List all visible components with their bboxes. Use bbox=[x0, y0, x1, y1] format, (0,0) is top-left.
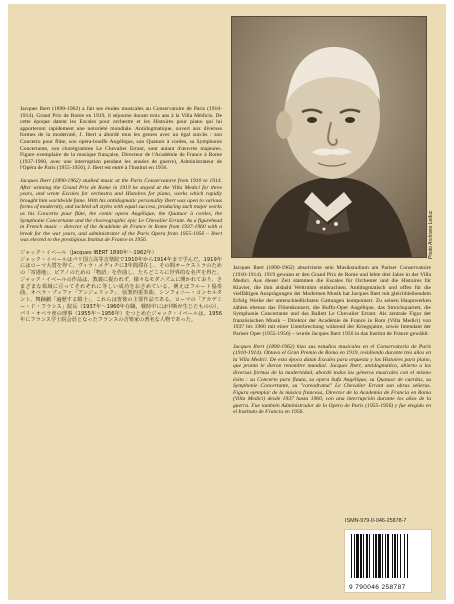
barcode-bars bbox=[349, 534, 427, 578]
back-cover bbox=[8, 4, 446, 600]
isbn-label: ISMN-979-0-046-25878-7 bbox=[345, 518, 407, 524]
french-bio: Jacques Ibert (1890-1962) a fait ses études musicales au Conservatoire de Paris (1910-1914). Grand Prix de Rome en 1919, il séjourne durant trois ans à la Villa Médicis. De cette époque datent les Escales pour orchestre et les Histoires pour piano qui lui apporteront rapidement une notoriété mondiale. Antidogmatique, ouvert aux diverses formes de la modernité, J. Ibert a abordé tous les genres avec un égal succès : son Concerto pour flûte, son opéra-bouffe Angélique, son Quatuor à cordes, sa Symphonie Concertante, son chorégramme Le Chevalier Errant, sont autant d'œuvres majeures. Figure exemplaire de la musique française, Directeur de l'Académie de France à Rome (1937-1960, avec une interruption pendant les années de guerre), Administrateur de l'Opéra de Paris (1955-1956), J. Ibert est entré à l'Institut en 1956. bbox=[20, 106, 222, 172]
barcode bbox=[344, 529, 432, 593]
german-bio: Jacques Ibert (1890-1962) absolvierte sein Musikstudium am Pariser Conservatoire (1910-1914). 1919 gewann er den Grand Prix de Rome und lebte drei Jahre in der Villa Medici. Aus dieser Zeit stammen die Escales für Orchester und die Histoires für Klavier, die ihm alsbald Weltruhm einbrachten. Antidogmatisch und offen für die vielfältigen Ausprägungen der Modernen Musik hat Jacques Ibert mit gleichbleibendem Erfolg Werke der unterschiedlichsten Gattungen komponiert. Zu seinen Hauptwerken zählen ebenso das Flötenkonzert, die Buffo-Oper Angélique, das Streichquartett, die Symphonie Concertante und das Ballett Le Chevalier Errant. Als zentrale Figur der französischen Musik – Direktor der Académie de France in Rom (Villa Medici) von 1937 bis 1960 mit einer Unterbrechung während der Kriegsjahre, sowie Intendant der Pariser Oper (1955-1956) – wurde Jacques Ibert 1956 in das Institut de France gewählt. bbox=[233, 265, 431, 337]
portrait-image bbox=[232, 17, 426, 257]
german-bio-column bbox=[233, 265, 431, 422]
french-bio-column bbox=[20, 106, 222, 330]
composer-portrait bbox=[231, 16, 427, 258]
spanish-bio: Jacques Ibert (1890-1962) hizo sus estudios musicales en el Conservatorio de París (1910-1914). Obtuvo el Gran Premio de Roma en 1919, residiendo durante tres años en la Villa Medici. De esta época datan Escales para orquesta y las Histoires para piano, que pronto le dieron renombre mundial. Jacques Ibert, antidogmático, abierto a las diversas formas de la modernidad, abordó todos los géneros musicales con el mismo éxito : su Concerto para flauta, su opera bufa Angélique, su Quatuor de cuerdas, su Symphonie Concertante, su "coreodrama" Le Chevalier Errant son obras señeras. Figura ejemplar de la música francesa, Director de la Academia de Francia en Roma (Villa Medici) desde 1937 hasta 1960, con una interrupción durante los años de la guerra. Fue también Administrador de la Opera de Paris (1955-1956) y fue elegido en el Instituto de Francia en 1956. bbox=[233, 343, 431, 416]
japanese-bio-header: ジャック・イベール（Jacques IBERT 1890年〜1962年） bbox=[20, 249, 157, 256]
english-bio: Jacques Ibert (1890-1962) studied music at the Paris Conservatoire from 1910 to 1914. After winning the Grand Prix de Rome in 1919 he stayed at the Villa Medici for three years, and wrote Escales for orchestra and Histoires for piano, works which rapidly brought him worldwide fame. With his antidogmatic personality Ibert was open to various forms of modernity, and tackled all styles with equal success, producing such major works as his Concerto pour flûte, the comic opera Angélique, the Quatuor à cordes, the Symphonie Concertante and the choreographic epic Le Chevalier Errant. As a figurehead in French music – director of the Académie de France in Rome from 1937-1960 with a break for the war years, and administrator of the Paris Opera from 1955-1956 – Ibert was elected to the prestigious Institut de France in 1956. bbox=[20, 177, 222, 244]
japanese-bio: ジャック・イベールはパリ国立高等音楽院で1910年から1914年まで学んだ。1919年にはローマ大賞を得て、ヴィラ・メディチに3年間滞在し、その間オーケストラのための「寄港地」、ピアノのための「物語」を作曲し、たちどころに世界的な名声を得た。ジャック・イベールの作品は、教義に捉われず、様々なモダニズムに開かれており、さまざまな領域に亘ってそれぞれに等しい成功をおさめている。例えばフルート協奏曲、オペラ・ブッファ「アンジェリック」、弦楽四重奏曲、シンフォニー・コンセルタント、舞踊劇「遍歴する騎士」、これらは皆彼の主要作品である。ローマの「アカデミー・ド・フランス」院長（1937年〜1960年在職、戦時中には中断が生じたものの）、パリ・オペラ座の理事（1955年〜1956年）をつとめたジャック・イベールは、1956年にフランス学士院会員となったフランスの音楽家の著名な人物であった。 bbox=[20, 256, 222, 324]
barcode-number: 9 790046 258787 bbox=[349, 584, 406, 591]
photo-credit: Photo Archives Leduc bbox=[428, 210, 434, 259]
